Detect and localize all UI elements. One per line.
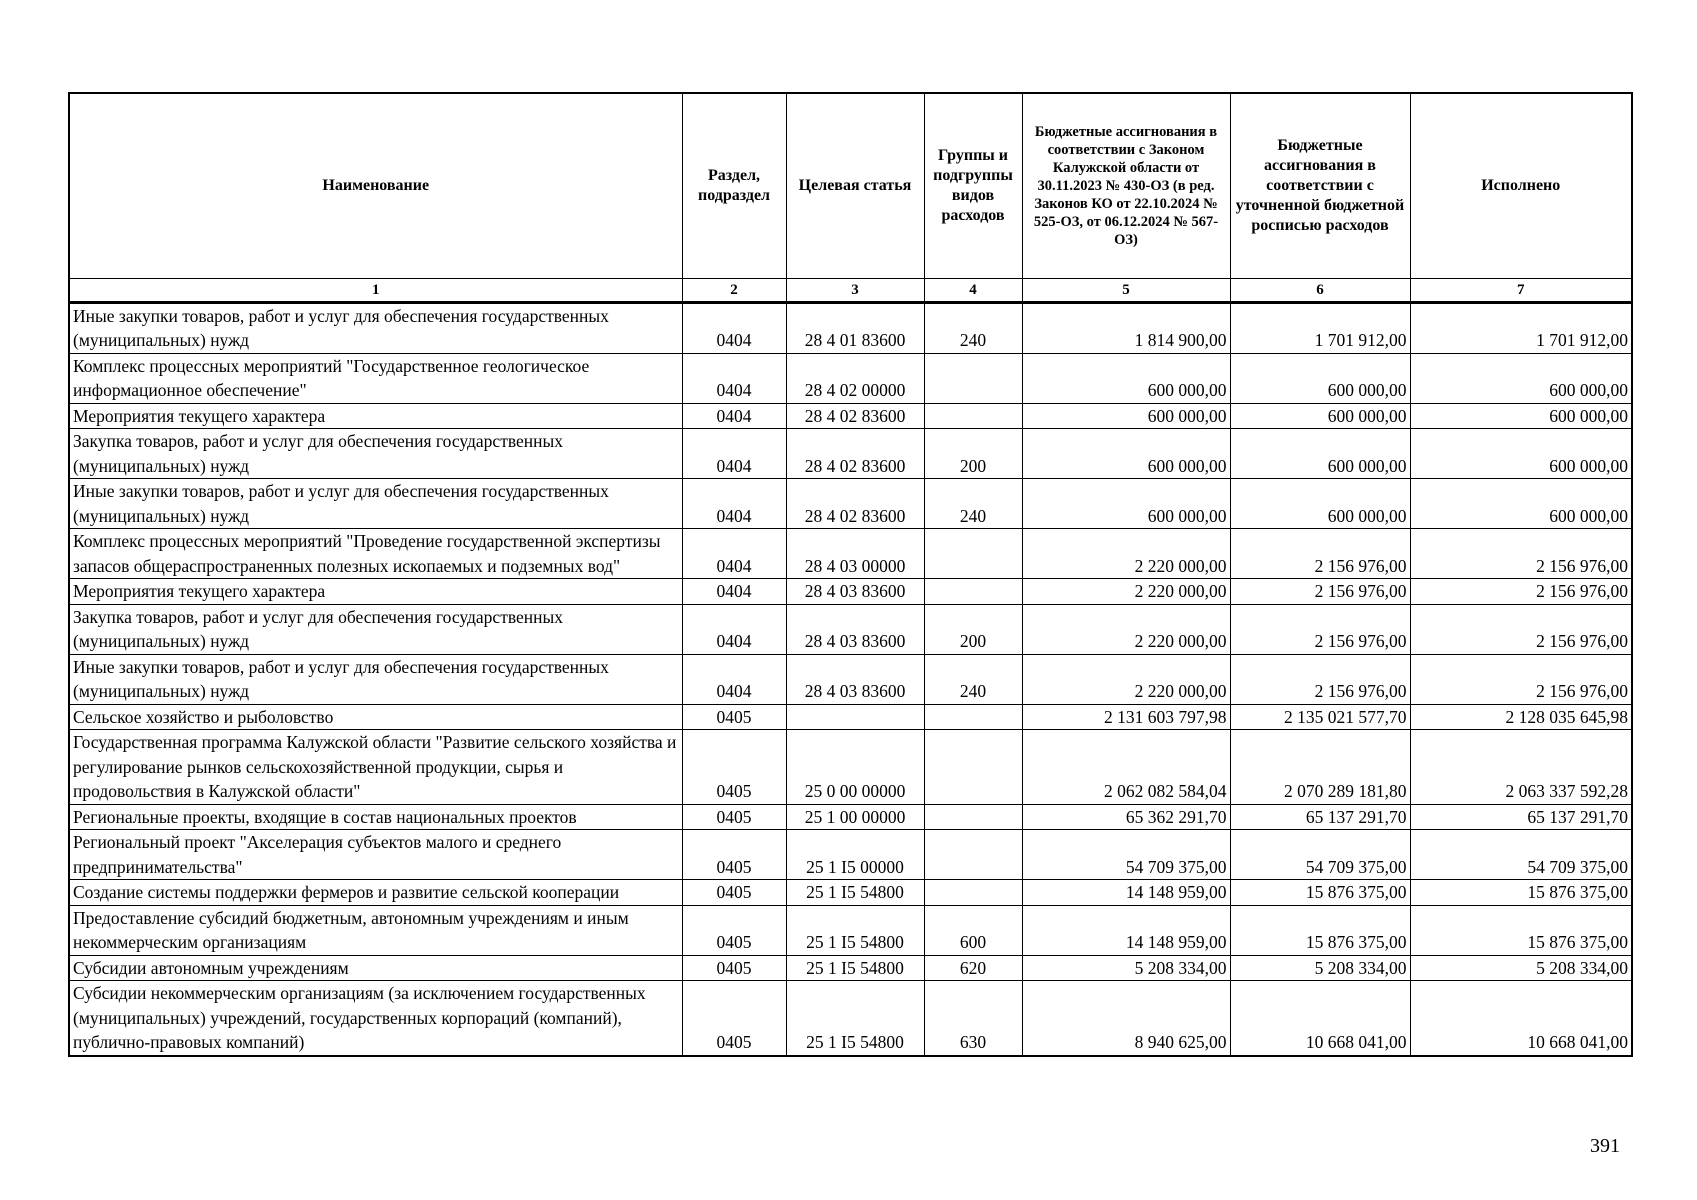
cell-group xyxy=(924,353,1022,403)
cell-refined: 2 156 976,00 xyxy=(1230,579,1410,605)
table-body xyxy=(69,302,1632,1056)
cell-target: 25 1 I5 54800 xyxy=(786,981,924,1056)
cell-executed: 54 709 375,00 xyxy=(1410,830,1632,880)
cell-group xyxy=(924,579,1022,605)
table-row xyxy=(69,429,1632,479)
cell-refined: 600 000,00 xyxy=(1230,479,1410,529)
cell-target: 28 4 02 83600 xyxy=(786,403,924,429)
cell-group xyxy=(924,704,1022,730)
table-row xyxy=(69,955,1632,981)
cell-executed: 10 668 041,00 xyxy=(1410,981,1632,1056)
cell-section: 0404 xyxy=(682,579,786,605)
cell-law: 600 000,00 xyxy=(1022,429,1230,479)
cell-name: Иные закупки товаров, работ и услуг для обеспечения государственных (муниципальных) нужд xyxy=(69,654,682,704)
cell-name: Закупка товаров, работ и услуг для обеспечения государственных (муниципальных) нужд xyxy=(69,604,682,654)
cell-executed: 15 876 375,00 xyxy=(1410,905,1632,955)
cell-target: 28 4 01 83600 xyxy=(786,302,924,353)
cell-target: 28 4 02 83600 xyxy=(786,479,924,529)
cell-group: 200 xyxy=(924,604,1022,654)
header-law: Бюджетные ассигнования в соответствии с Законом Калужской области от 30.11.2023 № 430-ОЗ (в ред. Законов КО от 22.10.2024 № 525-ОЗ, от 06.12.2024 № 567-ОЗ) xyxy=(1022,93,1230,278)
cell-executed: 15 876 375,00 xyxy=(1410,880,1632,906)
header-row xyxy=(69,93,1632,278)
cell-refined: 1 701 912,00 xyxy=(1230,302,1410,353)
cell-law: 2 131 603 797,98 xyxy=(1022,704,1230,730)
cell-executed: 2 156 976,00 xyxy=(1410,579,1632,605)
cell-refined: 2 070 289 181,80 xyxy=(1230,730,1410,805)
cell-group xyxy=(924,830,1022,880)
cell-executed: 600 000,00 xyxy=(1410,429,1632,479)
table-header xyxy=(69,93,1632,302)
cell-executed: 1 701 912,00 xyxy=(1410,302,1632,353)
cell-refined: 600 000,00 xyxy=(1230,353,1410,403)
cell-executed: 600 000,00 xyxy=(1410,479,1632,529)
cell-target: 25 1 I5 54800 xyxy=(786,905,924,955)
cell-law: 5 208 334,00 xyxy=(1022,955,1230,981)
cell-executed: 65 137 291,70 xyxy=(1410,804,1632,830)
cell-section: 0405 xyxy=(682,880,786,906)
cell-section: 0404 xyxy=(682,403,786,429)
cell-name: Мероприятия текущего характера xyxy=(69,403,682,429)
page-number: 391 xyxy=(1590,1135,1620,1157)
cell-name: Предоставление субсидий бюджетным, автономным учреждениям и иным некоммерческим организациям xyxy=(69,905,682,955)
cell-target: 28 4 02 00000 xyxy=(786,353,924,403)
cell-section: 0405 xyxy=(682,981,786,1056)
cell-law: 65 362 291,70 xyxy=(1022,804,1230,830)
cell-law: 600 000,00 xyxy=(1022,353,1230,403)
cell-name: Региональные проекты, входящие в состав национальных проектов xyxy=(69,804,682,830)
cell-name: Субсидии автономным учреждениям xyxy=(69,955,682,981)
table-row xyxy=(69,403,1632,429)
cell-name: Комплекс процессных мероприятий "Государственное геологическое информационное обеспечение" xyxy=(69,353,682,403)
cell-name: Иные закупки товаров, работ и услуг для обеспечения государственных (муниципальных) нужд xyxy=(69,302,682,353)
header-name: Наименование xyxy=(69,93,682,278)
col-number: 1 xyxy=(69,278,682,302)
cell-name: Закупка товаров, работ и услуг для обеспечения государственных (муниципальных) нужд xyxy=(69,429,682,479)
header-target: Целевая статья xyxy=(786,93,924,278)
col-number: 3 xyxy=(786,278,924,302)
header-groups: Группы и подгруппы видов расходов xyxy=(924,93,1022,278)
cell-section: 0404 xyxy=(682,604,786,654)
cell-law: 2 220 000,00 xyxy=(1022,604,1230,654)
table-row xyxy=(69,830,1632,880)
cell-executed: 2 063 337 592,28 xyxy=(1410,730,1632,805)
table-row xyxy=(69,880,1632,906)
cell-law: 14 148 959,00 xyxy=(1022,880,1230,906)
col-number: 2 xyxy=(682,278,786,302)
table-row xyxy=(69,579,1632,605)
table-row xyxy=(69,654,1632,704)
cell-executed: 600 000,00 xyxy=(1410,403,1632,429)
cell-section: 0404 xyxy=(682,654,786,704)
cell-name: Субсидии некоммерческим организациям (за исключением государственных (муниципальных) учреждений, государственных корпораций (компаний), публично-правовых компаний) xyxy=(69,981,682,1056)
cell-executed: 2 128 035 645,98 xyxy=(1410,704,1632,730)
cell-name: Иные закупки товаров, работ и услуг для обеспечения государственных (муниципальных) нужд xyxy=(69,479,682,529)
table-row xyxy=(69,730,1632,805)
cell-refined: 15 876 375,00 xyxy=(1230,905,1410,955)
cell-target: 28 4 03 83600 xyxy=(786,604,924,654)
cell-section: 0405 xyxy=(682,704,786,730)
cell-executed: 2 156 976,00 xyxy=(1410,529,1632,579)
table-row xyxy=(69,479,1632,529)
header-section: Раздел, подраздел xyxy=(682,93,786,278)
cell-section: 0405 xyxy=(682,730,786,805)
cell-law: 2 062 082 584,04 xyxy=(1022,730,1230,805)
header-refined: Бюджетные ассигнования в соответствии с уточненной бюджетной росписью расходов xyxy=(1230,93,1410,278)
cell-group xyxy=(924,529,1022,579)
cell-target: 28 4 02 83600 xyxy=(786,429,924,479)
cell-group xyxy=(924,880,1022,906)
cell-group: 200 xyxy=(924,429,1022,479)
cell-refined: 10 668 041,00 xyxy=(1230,981,1410,1056)
cell-target: 28 4 03 00000 xyxy=(786,529,924,579)
cell-group: 240 xyxy=(924,654,1022,704)
col-number: 5 xyxy=(1022,278,1230,302)
cell-executed: 2 156 976,00 xyxy=(1410,654,1632,704)
col-number: 4 xyxy=(924,278,1022,302)
table-row xyxy=(69,905,1632,955)
col-number: 6 xyxy=(1230,278,1410,302)
cell-section: 0405 xyxy=(682,830,786,880)
header-executed: Исполнено xyxy=(1410,93,1632,278)
cell-section: 0405 xyxy=(682,804,786,830)
table-row xyxy=(69,704,1632,730)
cell-refined: 2 135 021 577,70 xyxy=(1230,704,1410,730)
cell-refined: 600 000,00 xyxy=(1230,403,1410,429)
col-number: 7 xyxy=(1410,278,1632,302)
cell-target: 28 4 03 83600 xyxy=(786,654,924,704)
cell-target: 25 1 I5 54800 xyxy=(786,880,924,906)
table-row xyxy=(69,981,1632,1056)
cell-section: 0404 xyxy=(682,529,786,579)
table-row xyxy=(69,604,1632,654)
cell-section: 0404 xyxy=(682,302,786,353)
cell-section: 0405 xyxy=(682,905,786,955)
cell-name: Региональный проект "Акселерация субъектов малого и среднего предпринимательства" xyxy=(69,830,682,880)
cell-name: Сельское хозяйство и рыболовство xyxy=(69,704,682,730)
cell-executed: 600 000,00 xyxy=(1410,353,1632,403)
cell-law: 2 220 000,00 xyxy=(1022,579,1230,605)
cell-refined: 2 156 976,00 xyxy=(1230,529,1410,579)
table-row xyxy=(69,353,1632,403)
cell-section: 0404 xyxy=(682,479,786,529)
cell-target: 25 1 I5 54800 xyxy=(786,955,924,981)
cell-refined: 5 208 334,00 xyxy=(1230,955,1410,981)
cell-section: 0404 xyxy=(682,353,786,403)
cell-law: 600 000,00 xyxy=(1022,403,1230,429)
cell-group: 240 xyxy=(924,479,1022,529)
cell-target: 25 0 00 00000 xyxy=(786,730,924,805)
cell-name: Мероприятия текущего характера xyxy=(69,579,682,605)
cell-law: 54 709 375,00 xyxy=(1022,830,1230,880)
cell-refined: 2 156 976,00 xyxy=(1230,604,1410,654)
cell-name: Комплекс процессных мероприятий "Проведение государственной экспертизы запасов общераспространенных полезных ископаемых и подземных вод" xyxy=(69,529,682,579)
table-row xyxy=(69,804,1632,830)
cell-group: 240 xyxy=(924,302,1022,353)
cell-section: 0405 xyxy=(682,955,786,981)
cell-refined: 2 156 976,00 xyxy=(1230,654,1410,704)
cell-name: Государственная программа Калужской области "Развитие сельского хозяйства и регулирование рынков сельскохозяйственной продукции, сырья и продовольствия в Калужской области" xyxy=(69,730,682,805)
cell-law: 600 000,00 xyxy=(1022,479,1230,529)
cell-law: 2 220 000,00 xyxy=(1022,529,1230,579)
cell-group xyxy=(924,403,1022,429)
cell-target: 25 1 I5 00000 xyxy=(786,830,924,880)
cell-law: 2 220 000,00 xyxy=(1022,654,1230,704)
cell-target xyxy=(786,704,924,730)
cell-law: 1 814 900,00 xyxy=(1022,302,1230,353)
cell-group: 630 xyxy=(924,981,1022,1056)
cell-group xyxy=(924,804,1022,830)
cell-law: 14 148 959,00 xyxy=(1022,905,1230,955)
cell-name: Создание системы поддержки фермеров и развитие сельской кооперации xyxy=(69,880,682,906)
budget-table xyxy=(68,92,1633,1057)
cell-target: 25 1 00 00000 xyxy=(786,804,924,830)
cell-refined: 65 137 291,70 xyxy=(1230,804,1410,830)
cell-group: 620 xyxy=(924,955,1022,981)
cell-refined: 600 000,00 xyxy=(1230,429,1410,479)
column-numbers-row xyxy=(69,278,1632,302)
cell-executed: 5 208 334,00 xyxy=(1410,955,1632,981)
cell-refined: 15 876 375,00 xyxy=(1230,880,1410,906)
cell-refined: 54 709 375,00 xyxy=(1230,830,1410,880)
table-row xyxy=(69,302,1632,353)
cell-group xyxy=(924,730,1022,805)
cell-group: 600 xyxy=(924,905,1022,955)
cell-law: 8 940 625,00 xyxy=(1022,981,1230,1056)
cell-executed: 2 156 976,00 xyxy=(1410,604,1632,654)
cell-section: 0404 xyxy=(682,429,786,479)
cell-target: 28 4 03 83600 xyxy=(786,579,924,605)
table-row xyxy=(69,529,1632,579)
